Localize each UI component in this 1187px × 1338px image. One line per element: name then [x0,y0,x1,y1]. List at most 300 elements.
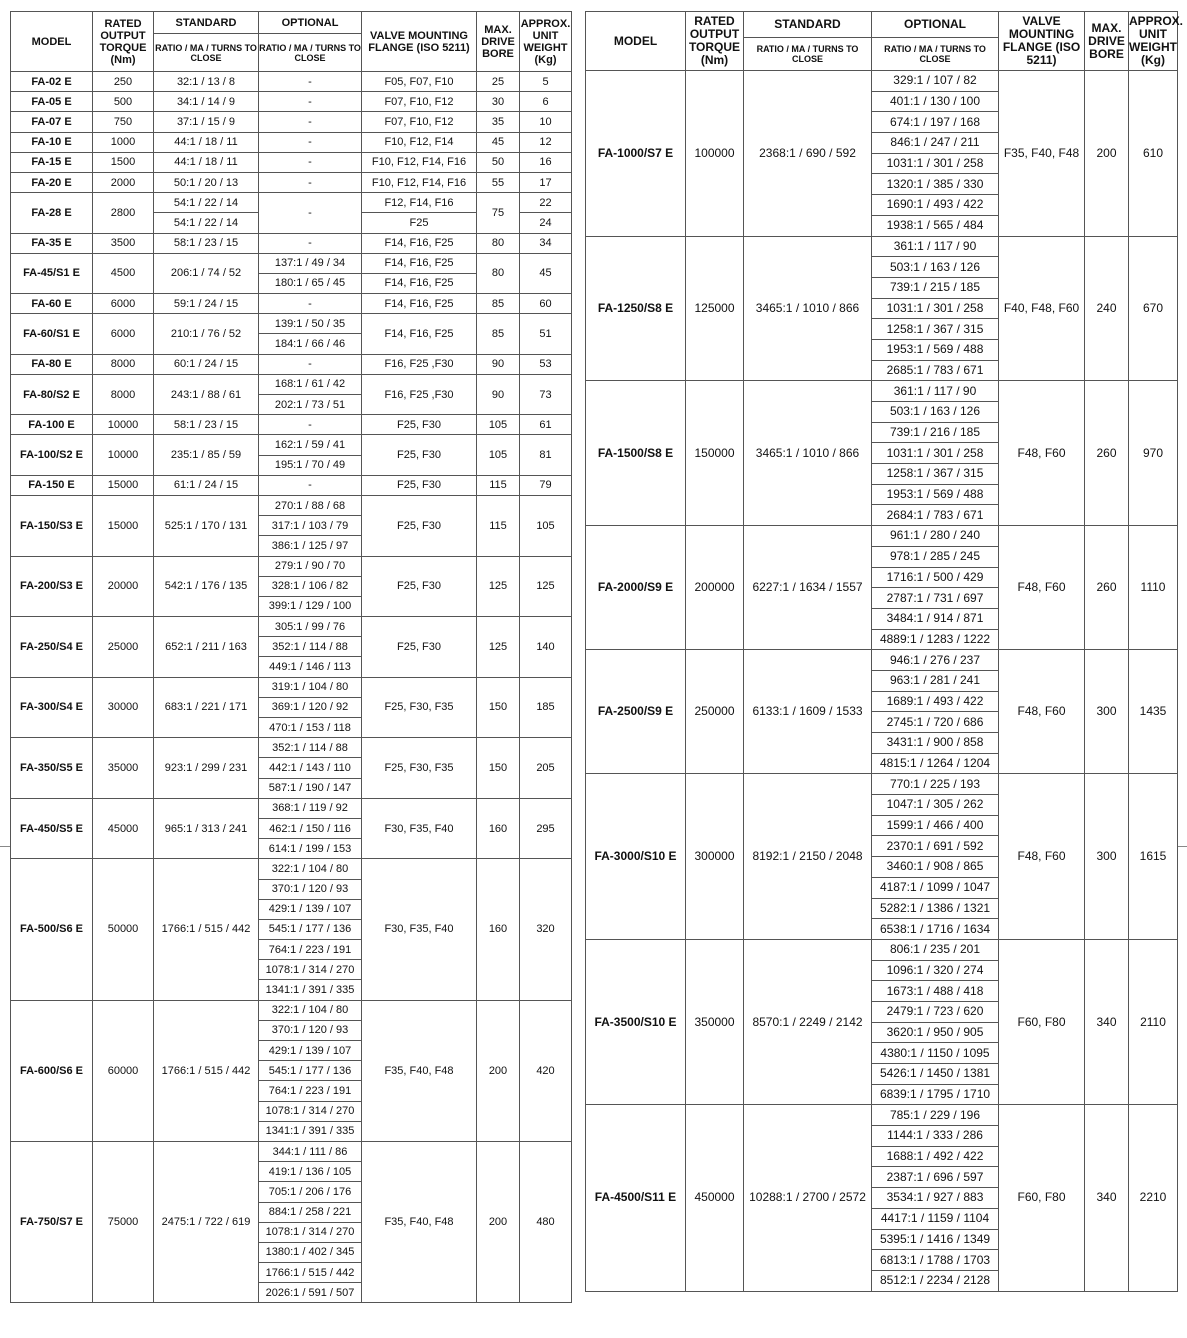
optional-cell: 785:1 / 229 / 196 [872,1105,999,1126]
optional-cell: 1341:1 / 391 / 335 [259,1121,362,1141]
optional-cell: 4815:1 / 1264 / 1204 [872,753,999,774]
model-cell: FA-3000/S10 E [586,774,686,940]
flange-cell: F14, F16, F25 [362,253,477,273]
weight-cell: 53 [520,354,572,374]
torque-cell: 15000 [93,475,154,495]
table-row [586,650,1178,671]
optional-cell: 2685:1 / 783 / 671 [872,360,999,381]
optional-cell: 1078:1 / 314 / 270 [259,960,362,980]
right-spec-table [585,11,1184,1292]
table-row [11,72,572,92]
bore-cell: 105 [477,435,520,475]
table-row [11,294,572,314]
optional-cell: 3460:1 / 908 / 865 [872,857,999,878]
flange-cell: F10, F12, F14 [362,132,477,152]
optional-cell: 352:1 / 114 / 88 [259,637,362,657]
weight-cell: 295 [520,798,572,859]
optional-cell: - [259,152,362,172]
weight-cell: 185 [520,677,572,738]
optional-cell: 1078:1 / 314 / 270 [259,1101,362,1121]
optional-cell: 961:1 / 280 / 240 [872,526,999,547]
standard-cell: 235:1 / 85 / 59 [154,435,259,475]
flange-cell: F25, F30 [362,617,477,678]
optional-cell: 6839:1 / 1795 / 1710 [872,1084,999,1105]
model-cell: FA-150 E [11,475,93,495]
optional-cell: - [259,475,362,495]
optional-cell: - [259,294,362,314]
bore-cell: 160 [477,798,520,859]
weight-cell: 420 [520,1000,572,1141]
weight-cell: 2110 [1129,939,1178,1105]
table-row [11,617,572,637]
standard-cell: 58:1 / 23 / 15 [154,415,259,435]
optional-cell: 545:1 / 177 / 136 [259,919,362,939]
optional-cell: 329:1 / 107 / 82 [872,71,999,92]
optional-cell: 1690:1 / 493 / 422 [872,195,999,216]
torque-cell: 60000 [93,1000,154,1141]
torque-cell: 8000 [93,354,154,374]
model-cell: FA-200/S3 E [11,556,93,617]
model-cell: FA-300/S4 E [11,677,93,738]
flange-cell: F60, F80 [999,939,1085,1105]
table-row [11,738,572,758]
model-cell: FA-500/S6 E [11,859,93,1000]
optional-cell: 369:1 / 120 / 92 [259,697,362,717]
optional-cell: 6813:1 / 1788 / 1703 [872,1250,999,1271]
optional-cell: 1096:1 / 320 / 274 [872,960,999,981]
torque-cell: 125000 [686,236,744,381]
torque-cell: 300000 [686,774,744,940]
optional-cell: 963:1 / 281 / 241 [872,670,999,691]
flange-cell: F30, F35, F40 [362,798,477,859]
torque-cell: 45000 [93,798,154,859]
optional-cell: 139:1 / 50 / 35 [259,314,362,334]
model-cell: FA-1000/S7 E [586,71,686,237]
optional-cell: - [259,72,362,92]
bore-cell: 90 [477,374,520,414]
optional-cell: 470:1 / 153 / 118 [259,718,362,738]
optional-cell: 462:1 / 150 / 116 [259,818,362,838]
model-cell: FA-150/S3 E [11,495,93,556]
standard-cell: 2368:1 / 690 / 592 [744,71,872,237]
standard-cell: 210:1 / 76 / 52 [154,314,259,354]
optional-cell: 1766:1 / 515 / 442 [259,1263,362,1283]
optional-cell: 386:1 / 125 / 97 [259,536,362,556]
optional-cell: 2479:1 / 723 / 620 [872,1001,999,1022]
table-row [11,253,572,273]
bore-cell: 340 [1085,1105,1129,1291]
model-cell: FA-60/S1 E [11,314,93,354]
flange-cell: F48, F60 [999,650,1085,774]
optional-cell: 674:1 / 197 / 168 [872,112,999,133]
model-cell: FA-100 E [11,415,93,435]
bore-cell: 260 [1085,526,1129,650]
bore-cell: 160 [477,859,520,1000]
weight-cell: 6 [520,92,572,112]
model-cell: FA-350/S5 E [11,738,93,799]
model-cell: FA-15 E [11,152,93,172]
flange-cell: F25, F30 [362,475,477,495]
bore-cell: 80 [477,233,520,253]
optional-cell: 202:1 / 73 / 51 [259,395,362,415]
torque-cell: 750 [93,112,154,132]
flange-cell: F48, F60 [999,774,1085,940]
table-row [11,798,572,818]
torque-cell: 50000 [93,859,154,1000]
torque-cell: 30000 [93,677,154,738]
torque-cell: 10000 [93,435,154,475]
torque-cell: 6000 [93,294,154,314]
flange-cell: F35, F40, F48 [362,1141,477,1303]
optional-cell: - [259,132,362,152]
optional-cell: 1689:1 / 493 / 422 [872,691,999,712]
flange-cell: F14, F16, F25 [362,314,477,354]
optional-cell: 370:1 / 120 / 93 [259,1020,362,1040]
optional-cell: 8512:1 / 2234 / 2128 [872,1270,999,1291]
weight-cell: 2210 [1129,1105,1178,1291]
optional-cell: 3620:1 / 950 / 905 [872,1022,999,1043]
left-spec-table [10,11,572,1303]
flange-cell: F05, F07, F10 [362,72,477,92]
standard-cell: 2475:1 / 722 / 619 [154,1141,259,1303]
model-cell: FA-07 E [11,112,93,132]
optional-cell: 1078:1 / 314 / 270 [259,1222,362,1242]
header-model: MODEL [586,12,686,71]
optional-cell: 1953:1 / 569 / 488 [872,339,999,360]
model-cell: FA-1500/S8 E [586,381,686,526]
weight-cell: 17 [520,172,572,192]
table-row [11,112,572,132]
optional-cell: 739:1 / 215 / 185 [872,277,999,298]
optional-cell: 1031:1 / 301 / 258 [872,153,999,174]
standard-cell: 37:1 / 15 / 9 [154,112,259,132]
weight-cell: 81 [520,435,572,475]
flange-cell: F48, F60 [999,526,1085,650]
standard-cell: 61:1 / 24 / 15 [154,475,259,495]
table-row [11,92,572,112]
fold-line-left [0,846,10,847]
optional-cell: 764:1 / 223 / 191 [259,1081,362,1101]
header-torque: RATED OUTPUT TORQUE (Nm) [93,12,154,72]
model-cell: FA-450/S5 E [11,798,93,859]
model-cell: FA-250/S4 E [11,617,93,678]
optional-cell: 399:1 / 129 / 100 [259,596,362,616]
optional-cell: 1599:1 / 466 / 400 [872,815,999,836]
header-standard-sub: RATIO / MA / TURNS TO CLOSE [744,38,872,71]
model-cell: FA-28 E [11,193,93,233]
flange-cell: F60, F80 [999,1105,1085,1291]
model-cell: FA-35 E [11,233,93,253]
flange-cell: F25, F30 [362,495,477,556]
model-cell: FA-2500/S9 E [586,650,686,774]
optional-cell: 429:1 / 139 / 107 [259,899,362,919]
optional-cell: 1031:1 / 301 / 258 [872,298,999,319]
standard-cell: 923:1 / 299 / 231 [154,738,259,799]
header-bore: MAX. DRIVE BORE [1085,12,1129,71]
standard-cell: 1766:1 / 515 / 442 [154,859,259,1000]
weight-cell: 970 [1129,381,1178,526]
weight-cell: 320 [520,859,572,1000]
standard-cell: 8192:1 / 2150 / 2048 [744,774,872,940]
standard-cell: 965:1 / 313 / 241 [154,798,259,859]
optional-cell: 4417:1 / 1159 / 1104 [872,1208,999,1229]
bore-cell: 30 [477,92,520,112]
weight-cell: 12 [520,132,572,152]
model-cell: FA-05 E [11,92,93,112]
optional-cell: 5426:1 / 1450 / 1381 [872,1064,999,1085]
torque-cell: 8000 [93,374,154,414]
flange-cell: F35, F40, F48 [362,1000,477,1141]
optional-cell: 4187:1 / 1099 / 1047 [872,877,999,898]
optional-cell: 1938:1 / 565 / 484 [872,215,999,236]
optional-cell: 1716:1 / 500 / 429 [872,567,999,588]
flange-cell: F14, F16, F25 [362,273,477,293]
optional-cell: 846:1 / 247 / 211 [872,133,999,154]
flange-cell: F10, F12, F14, F16 [362,152,477,172]
optional-cell: 3534:1 / 927 / 883 [872,1188,999,1209]
optional-cell: 764:1 / 223 / 191 [259,940,362,960]
torque-cell: 200000 [686,526,744,650]
optional-cell: 2370:1 / 691 / 592 [872,836,999,857]
torque-cell: 2800 [93,193,154,233]
header-standard: STANDARD [154,12,259,34]
bore-cell: 340 [1085,939,1129,1105]
optional-cell: 449:1 / 146 / 113 [259,657,362,677]
header-optional: OPTIONAL [259,12,362,34]
model-cell: FA-10 E [11,132,93,152]
table-row [11,132,572,152]
standard-cell: 58:1 / 23 / 15 [154,233,259,253]
optional-cell: 442:1 / 143 / 110 [259,758,362,778]
standard-cell: 44:1 / 18 / 11 [154,152,259,172]
weight-cell: 1110 [1129,526,1178,650]
flange-cell: F40, F48, F60 [999,236,1085,381]
optional-cell: 270:1 / 88 / 68 [259,495,362,515]
header-standard-sub: RATIO / MA / TURNS TO CLOSE [154,34,259,72]
optional-cell: 419:1 / 136 / 105 [259,1162,362,1182]
weight-cell: 24 [520,213,572,233]
table-row [11,415,572,435]
optional-cell: 319:1 / 104 / 80 [259,677,362,697]
flange-cell: F12, F14, F16 [362,193,477,213]
torque-cell: 20000 [93,556,154,617]
header-optional: OPTIONAL [872,12,999,38]
weight-cell: 60 [520,294,572,314]
torque-cell: 6000 [93,314,154,354]
bore-cell: 300 [1085,774,1129,940]
torque-cell: 450000 [686,1105,744,1291]
bore-cell: 115 [477,495,520,556]
standard-cell: 10288:1 / 2700 / 2572 [744,1105,872,1291]
header-flange: VALVE MOUNTING FLANGE (ISO 5211) [362,12,477,72]
torque-cell: 1000 [93,132,154,152]
bore-cell: 200 [1085,71,1129,237]
weight-cell: 73 [520,374,572,414]
model-cell: FA-80/S2 E [11,374,93,414]
model-cell: FA-80 E [11,354,93,374]
model-cell: FA-3500/S10 E [586,939,686,1105]
torque-cell: 500 [93,92,154,112]
table-row [11,374,572,394]
header-torque: RATED OUTPUT TORQUE (Nm) [686,12,744,71]
weight-cell: 125 [520,556,572,617]
standard-cell: 1766:1 / 515 / 442 [154,1000,259,1141]
model-cell: FA-100/S2 E [11,435,93,475]
optional-cell: 370:1 / 120 / 93 [259,879,362,899]
table-row [586,1105,1178,1126]
optional-cell: 168:1 / 61 / 42 [259,374,362,394]
standard-cell: 54:1 / 22 / 14 [154,193,259,213]
standard-cell: 542:1 / 176 / 135 [154,556,259,617]
torque-cell: 25000 [93,617,154,678]
optional-cell: 184:1 / 66 / 46 [259,334,362,354]
optional-cell: 1341:1 / 391 / 335 [259,980,362,1000]
weight-cell: 670 [1129,236,1178,381]
flange-cell: F07, F10, F12 [362,92,477,112]
standard-cell: 8570:1 / 2249 / 2142 [744,939,872,1105]
bore-cell: 25 [477,72,520,92]
optional-cell: 545:1 / 177 / 136 [259,1061,362,1081]
flange-cell: F25, F30 [362,435,477,475]
bore-cell: 85 [477,314,520,354]
optional-cell: 503:1 / 163 / 126 [872,402,999,423]
table-row [11,233,572,253]
bore-cell: 35 [477,112,520,132]
weight-cell: 1435 [1129,650,1178,774]
optional-cell: 1144:1 / 333 / 286 [872,1126,999,1147]
optional-cell: 2745:1 / 720 / 686 [872,712,999,733]
weight-cell: 5 [520,72,572,92]
optional-cell: 1380:1 / 402 / 345 [259,1242,362,1262]
weight-cell: 610 [1129,71,1178,237]
optional-cell: 614:1 / 199 / 153 [259,839,362,859]
header-weight: APPROX. UNIT WEIGHT (Kg) [1129,12,1178,71]
flange-cell: F25 [362,213,477,233]
bore-cell: 200 [477,1141,520,1303]
optional-cell: - [259,354,362,374]
optional-cell: 361:1 / 117 / 90 [872,381,999,402]
weight-cell: 34 [520,233,572,253]
standard-cell: 54:1 / 22 / 14 [154,213,259,233]
bore-cell: 150 [477,738,520,799]
optional-cell: 946:1 / 276 / 237 [872,650,999,671]
flange-cell: F30, F35, F40 [362,859,477,1000]
optional-cell: 195:1 / 70 / 49 [259,455,362,475]
optional-cell: 344:1 / 111 / 86 [259,1141,362,1161]
optional-cell: 6538:1 / 1716 / 1634 [872,919,999,940]
torque-cell: 2000 [93,172,154,192]
table-row [11,314,572,334]
optional-cell: - [259,172,362,192]
header-optional-sub: RATIO / MA / TURNS TO CLOSE [259,34,362,72]
model-cell: FA-600/S6 E [11,1000,93,1141]
model-cell: FA-60 E [11,294,93,314]
optional-cell: 2684:1 / 783 / 671 [872,505,999,526]
table-row [586,381,1178,402]
table-row [11,172,572,192]
bore-cell: 80 [477,253,520,293]
weight-cell: 51 [520,314,572,354]
weight-cell: 1615 [1129,774,1178,940]
standard-cell: 243:1 / 88 / 61 [154,374,259,414]
torque-cell: 35000 [93,738,154,799]
flange-cell: F25, F30, F35 [362,738,477,799]
flange-cell: F25, F30 [362,415,477,435]
weight-cell: 16 [520,152,572,172]
header-optional-sub: RATIO / MA / TURNS TO CLOSE [872,38,999,71]
flange-cell: F14, F16, F25 [362,294,477,314]
optional-cell: 328:1 / 106 / 82 [259,576,362,596]
torque-cell: 15000 [93,495,154,556]
fold-line-right [1177,846,1187,847]
optional-cell: 279:1 / 90 / 70 [259,556,362,576]
table-row [11,495,572,515]
bore-cell: 50 [477,152,520,172]
table-row [586,526,1178,547]
bore-cell: 45 [477,132,520,152]
flange-cell: F14, F16, F25 [362,233,477,253]
optional-cell: 4380:1 / 1150 / 1095 [872,1043,999,1064]
optional-cell: 429:1 / 139 / 107 [259,1041,362,1061]
optional-cell: 4889:1 / 1283 / 1222 [872,629,999,650]
optional-cell: 587:1 / 190 / 147 [259,778,362,798]
optional-cell: 770:1 / 225 / 193 [872,774,999,795]
standard-cell: 32:1 / 13 / 8 [154,72,259,92]
table-row [11,556,572,576]
bore-cell: 300 [1085,650,1129,774]
table-row [11,475,572,495]
standard-cell: 6227:1 / 1634 / 1557 [744,526,872,650]
standard-cell: 34:1 / 14 / 9 [154,92,259,112]
flange-cell: F07, F10, F12 [362,112,477,132]
optional-cell: 305:1 / 99 / 76 [259,617,362,637]
header-weight: APPROX. UNIT WEIGHT (Kg) [520,12,572,72]
torque-cell: 250 [93,72,154,92]
optional-cell: 806:1 / 235 / 201 [872,939,999,960]
optional-cell: 3431:1 / 900 / 858 [872,733,999,754]
optional-cell: - [259,415,362,435]
bore-cell: 55 [477,172,520,192]
optional-cell: 5282:1 / 1386 / 1321 [872,898,999,919]
table-row [11,435,572,455]
table-row [11,354,572,374]
optional-cell: 137:1 / 49 / 34 [259,253,362,273]
weight-cell: 205 [520,738,572,799]
optional-cell: 2787:1 / 731 / 697 [872,588,999,609]
table-row [586,774,1178,795]
torque-cell: 75000 [93,1141,154,1303]
bore-cell: 75 [477,193,520,233]
standard-cell: 525:1 / 170 / 131 [154,495,259,556]
bore-cell: 85 [477,294,520,314]
flange-cell: F25, F30, F35 [362,677,477,738]
optional-cell: 162:1 / 59 / 41 [259,435,362,455]
optional-cell: 1047:1 / 305 / 262 [872,795,999,816]
header-model: MODEL [11,12,93,72]
optional-cell: 322:1 / 104 / 80 [259,859,362,879]
bore-cell: 115 [477,475,520,495]
bore-cell: 260 [1085,381,1129,526]
torque-cell: 1500 [93,152,154,172]
weight-cell: 140 [520,617,572,678]
bore-cell: 90 [477,354,520,374]
standard-cell: 59:1 / 24 / 15 [154,294,259,314]
table-row [586,939,1178,960]
table-row [586,236,1178,257]
header-bore: MAX. DRIVE BORE [477,12,520,72]
optional-cell: 5395:1 / 1416 / 1349 [872,1229,999,1250]
weight-cell: 105 [520,495,572,556]
